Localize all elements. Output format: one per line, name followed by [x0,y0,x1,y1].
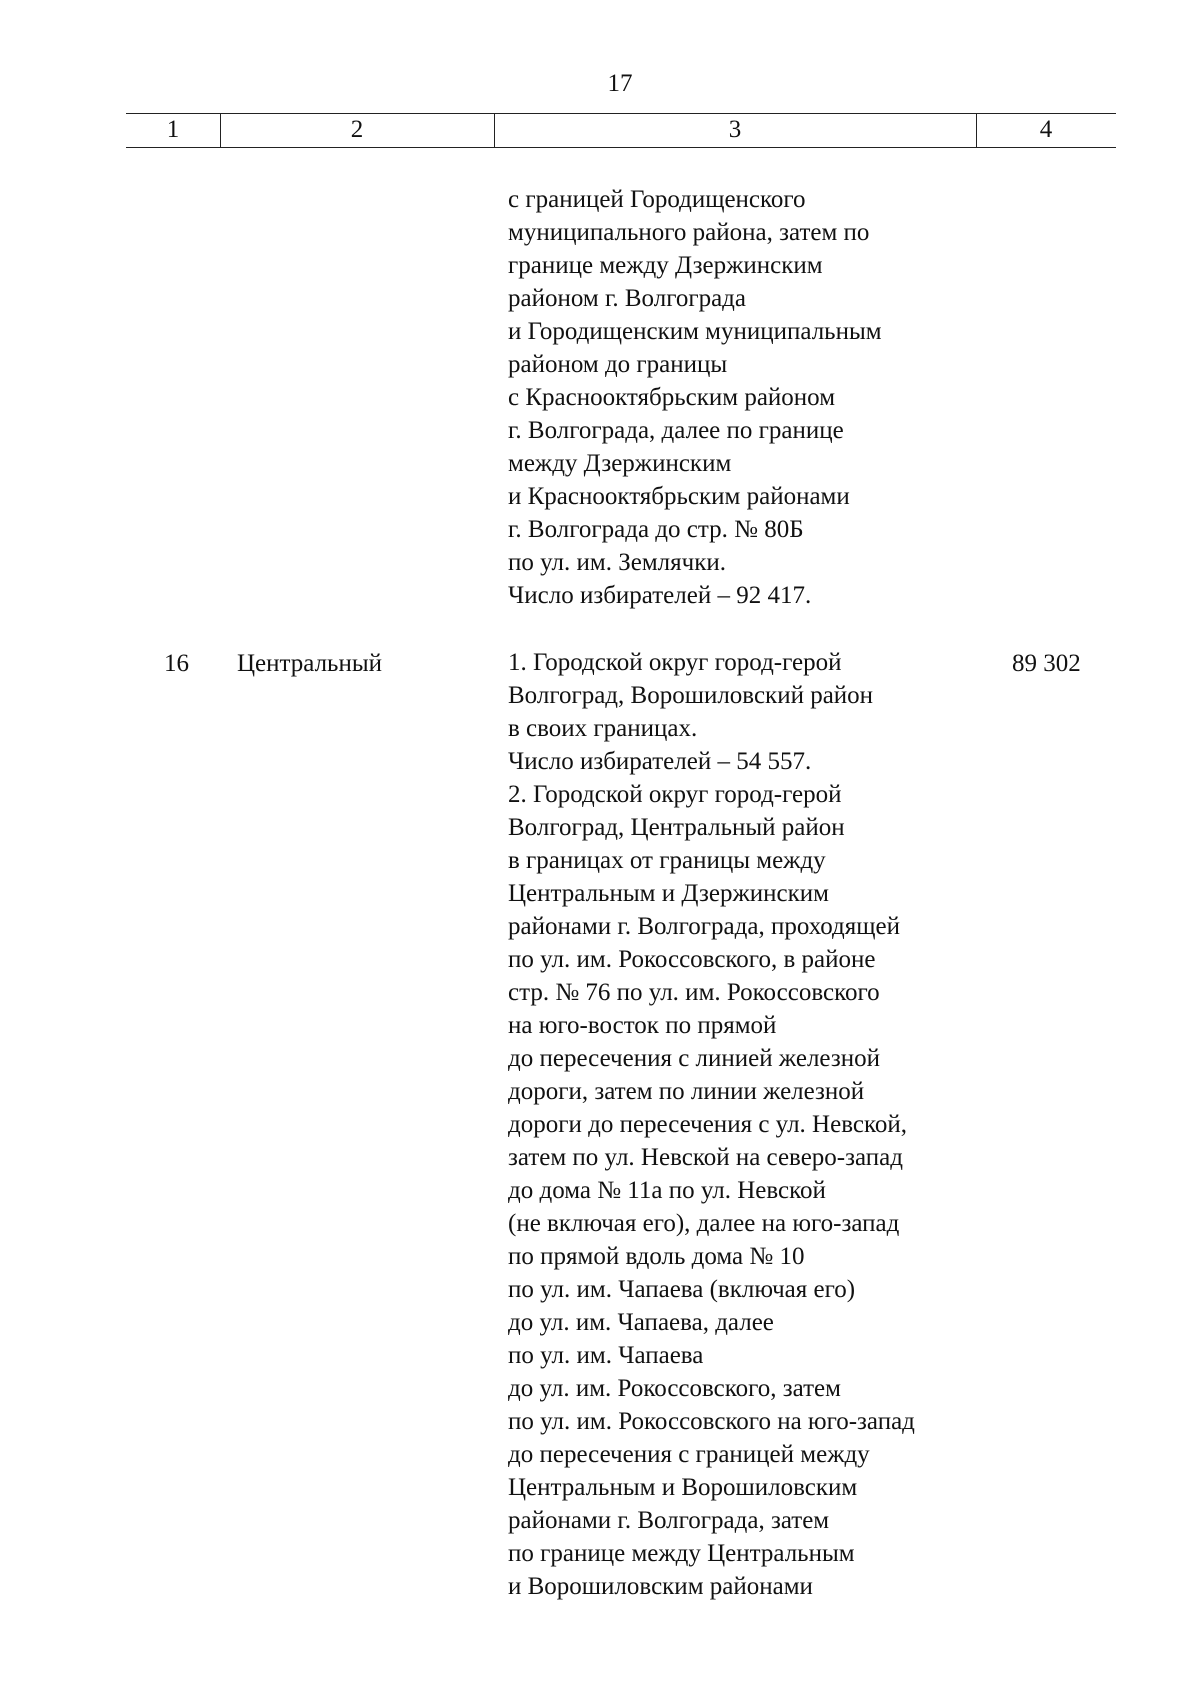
text-line: затем по ул. Невской на северо-запад [508,1144,903,1171]
text-line: районом до границы [508,351,728,378]
text-line: между Дзержинским [508,450,732,477]
text-line: в своих границах. [508,715,698,742]
text-line: дороги до пересечения с ул. Невской, [508,1111,907,1138]
text-line: по ул. им. Рокоссовского, в районе [508,946,876,973]
text-line: районом г. Волгограда [508,285,747,312]
text-line: по ул. им. Чапаева [508,1342,704,1369]
text-line: и Краснооктябрьским районами [508,483,850,510]
text-line: по ул. им. Рокоссовского на юго-запад [508,1408,915,1435]
text-line: с Краснооктябрьским районом [508,384,836,411]
header-col-3: 3 [728,116,742,143]
text-line: Волгоград, Ворошиловский район [508,682,874,709]
page-number: 17 [607,70,633,97]
district-description [508,646,915,1603]
text-line: дороги, затем по линии железной [508,1078,865,1105]
header-col-4: 4 [1039,116,1053,143]
text-line: по границе между Центральным [508,1540,855,1567]
text-line: 2. Городской округ город-герой [508,781,842,808]
text-line: Центральным и Дзержинским [508,880,829,907]
text-line: до пересечения с границей между [508,1441,870,1468]
text-line: Центральным и Ворошиловским [508,1474,858,1501]
text-line: в границах от границы между [508,847,826,874]
text-line: районами г. Волгограда, проходящей [508,913,900,940]
text-line: до пересечения с линией железной [508,1045,880,1072]
text-line: (не включая его), далее на юго-запад [508,1210,900,1237]
header-col-1: 1 [166,116,180,143]
district-name: Центральный [237,650,383,677]
text-line: по ул. им. Землячки. [508,549,726,576]
text-line: до дома № 11а по ул. Невской [508,1177,826,1204]
text-line: по ул. им. Чапаева (включая его) [508,1276,856,1303]
text-line: и Ворошиловским районами [508,1573,813,1600]
text-line: районами г. Волгограда, затем [508,1507,830,1534]
text-line: до ул. им. Чапаева, далее [508,1309,774,1336]
text-line: г. Волгограда до стр. № 80Б [508,516,804,543]
text-line: Волгоград, Центральный район [508,814,845,841]
text-line: на юго-восток по прямой [508,1012,777,1039]
table-header [126,113,1116,148]
text-line: г. Волгограда, далее по границе [508,417,844,444]
text-line: до ул. им. Рокоссовского, затем [508,1375,841,1402]
row-number: 16 [164,650,189,677]
text-line: Число избирателей – 92 417. [508,582,812,609]
text-line: по прямой вдоль дома № 10 [508,1243,805,1270]
text-line: муниципального района, затем по [508,219,870,246]
text-line: и Городищенским муниципальным [508,318,882,345]
text-line: стр. № 76 по ул. им. Рокоссовского [508,979,880,1006]
header-col-2: 2 [350,116,364,143]
voter-count: 89 302 [1012,650,1081,677]
text-line: 1. Городской округ город-герой [508,649,842,676]
text-line: с границей Городищенского [508,186,806,213]
text-line: Число избирателей – 54 557. [508,748,812,775]
continuation-description [508,183,882,612]
text-line: границе между Дзержинским [508,252,823,279]
